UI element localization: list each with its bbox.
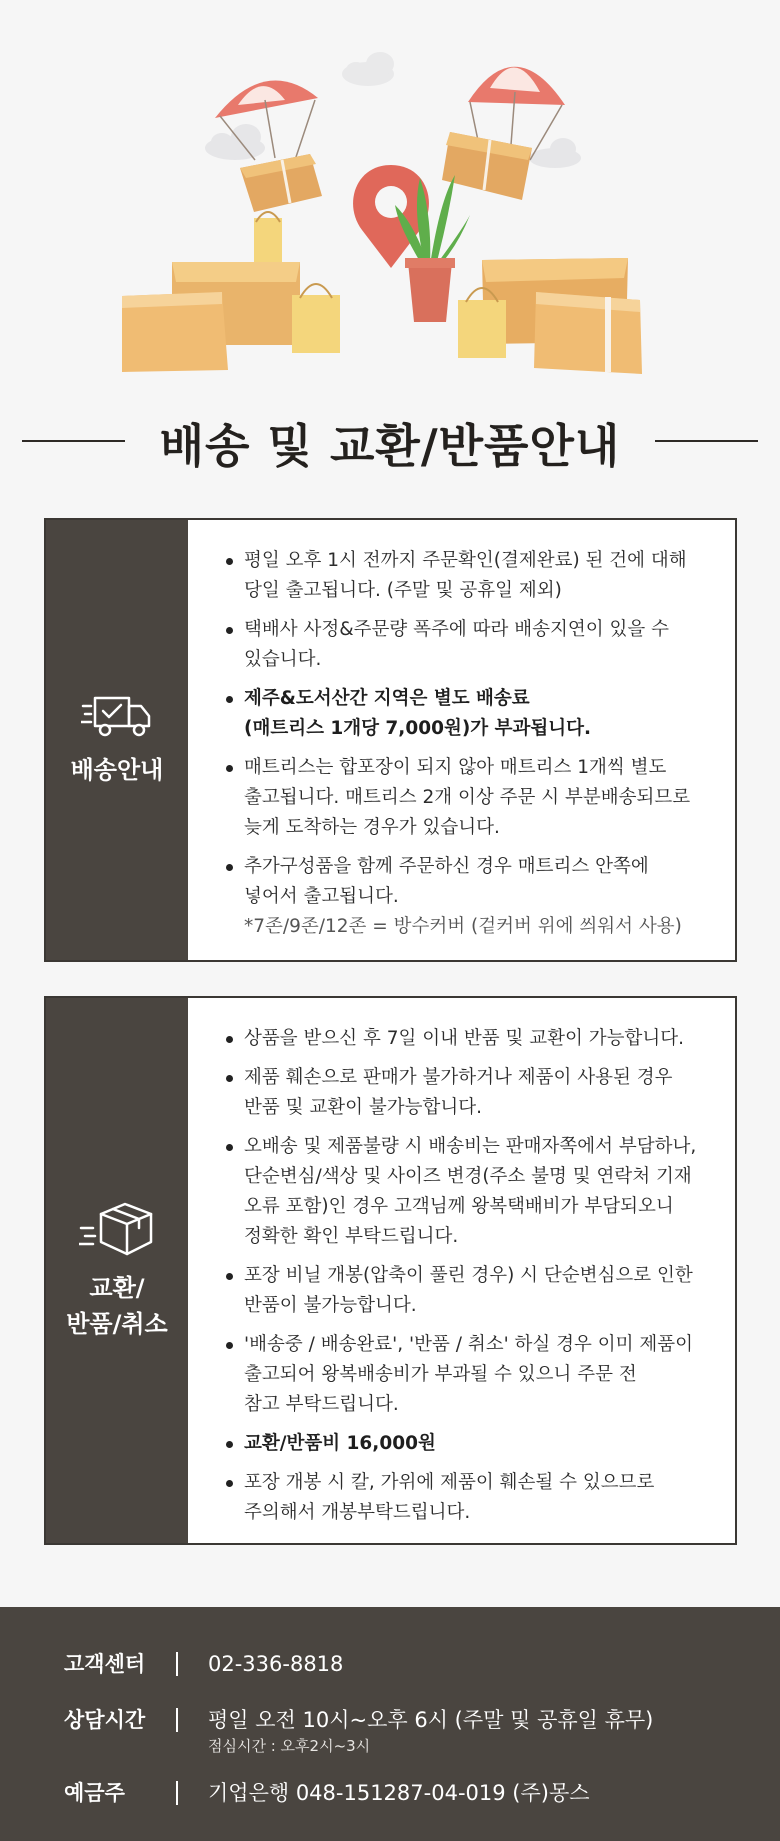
bank-account-label: 예금주: [64, 1781, 125, 1805]
list-item: 추가구성품을 함께 주문하신 경우 매트리스 안쪽에 넣어서 출고됩니다. *7존/9존/12존 = 방수커버 (겉커버 위에 씌워서 사용): [226, 852, 705, 942]
bank-account-row: [64, 1778, 590, 1808]
list-item: 택배사 사정&주문량 폭주에 따라 배송지연이 있을 수 있습니다.: [226, 615, 705, 675]
cloud-icon: [342, 52, 394, 86]
title-divider-right: [655, 440, 758, 442]
list-item: '배송중 / 배송완료', '반품 / 취소' 하실 경우 이미 제품이 출고되어 왕복배송비가 부과될 수 있으니 주문 전 참고 부탁드립니다.: [226, 1330, 705, 1420]
contact-footer: [0, 1607, 780, 1841]
consult-hours-values: [208, 1705, 653, 1757]
shipping-list: [188, 520, 735, 960]
consult-hours-row: [64, 1705, 653, 1757]
exchange-return-panel: [44, 996, 737, 1545]
list-item-highlight: 제주&도서산간 지역은 별도 배송료 (매트리스 1개당 7,000원)가 부과됩니다.: [226, 684, 705, 744]
footer-divider: [176, 1652, 178, 1676]
shipping-panel-sidebar: [46, 520, 188, 960]
list-item: 오배송 및 제품불량 시 배송비는 판매자쪽에서 부담하나, 단순변심/색상 및 사이즈 변경(주소 불명 및 연락처 기재 오류 포함)인 경우 고객님께 왕복택배비가 부담되오니 정확한 확인 부탁드립니다.: [226, 1132, 705, 1252]
list-item: 포장 개봉 시 칼, 가위에 제품이 훼손될 수 있으므로 주의해서 개봉부탁드립니다.: [226, 1468, 705, 1528]
delivery-truck-icon: [81, 692, 153, 742]
page-title-row: [0, 398, 780, 488]
list-item: 포장 비닐 개봉(압축이 풀린 경우) 시 단순변심으로 인한 반품이 불가능합니다.: [226, 1261, 705, 1321]
list-item: 상품을 받으신 후 7일 이내 반품 및 교환이 가능합니다.: [226, 1024, 705, 1054]
shipping-info-panel: [44, 518, 737, 962]
footer-divider: [176, 1781, 178, 1805]
box-delivery-icon: [79, 1200, 155, 1260]
customer-center-label: 고객센터: [64, 1652, 146, 1676]
list-item: 평일 오후 1시 전까지 주문확인(결제완료) 된 건에 대해 당일 출고됩니다. (주말 및 공휴일 제외): [226, 546, 705, 606]
title-divider-left: [22, 440, 125, 442]
list-item-highlight: 교환/반품비 16,000원: [226, 1429, 705, 1459]
exchange-panel-sidebar: [46, 998, 188, 1543]
delivery-hero-illustration: [0, 0, 780, 395]
footer-divider: [176, 1708, 178, 1732]
bank-account-value: 기업은행 048-151287-04-019 (주)몽스: [208, 1781, 590, 1805]
list-item: 제품 훼손으로 판매가 불가하거나 제품이 사용된 경우 반품 및 교환이 불가능합니다.: [226, 1063, 705, 1123]
exchange-panel-label: 교환/ 반품/취소: [66, 1273, 168, 1338]
page-title: 배송 및 교환/반품안내: [159, 419, 621, 473]
list-item: 매트리스는 합포장이 되지 않아 매트리스 1개씩 별도 출고됩니다. 매트리스 2개 이상 주문 시 부분배송되므로 늦게 도착하는 경우가 있습니다.: [226, 753, 705, 843]
customer-center-row: [64, 1649, 343, 1679]
customer-center-phone[interactable]: 02-336-8818: [208, 1652, 344, 1676]
exchange-list: [188, 998, 735, 1543]
list-item-note: *7존/9존/12존 = 방수커버 (겉커버 위에 씌워서 사용): [244, 916, 682, 937]
lunch-hours-value: 점심시간 : 오후2시~3시: [208, 1737, 371, 1755]
consult-hours-value: 평일 오전 10시~오후 6시 (주말 및 공휴일 휴무): [208, 1708, 654, 1732]
consult-hours-label: 상담시간: [64, 1708, 146, 1732]
shipping-panel-label: 배송안내: [70, 756, 164, 784]
